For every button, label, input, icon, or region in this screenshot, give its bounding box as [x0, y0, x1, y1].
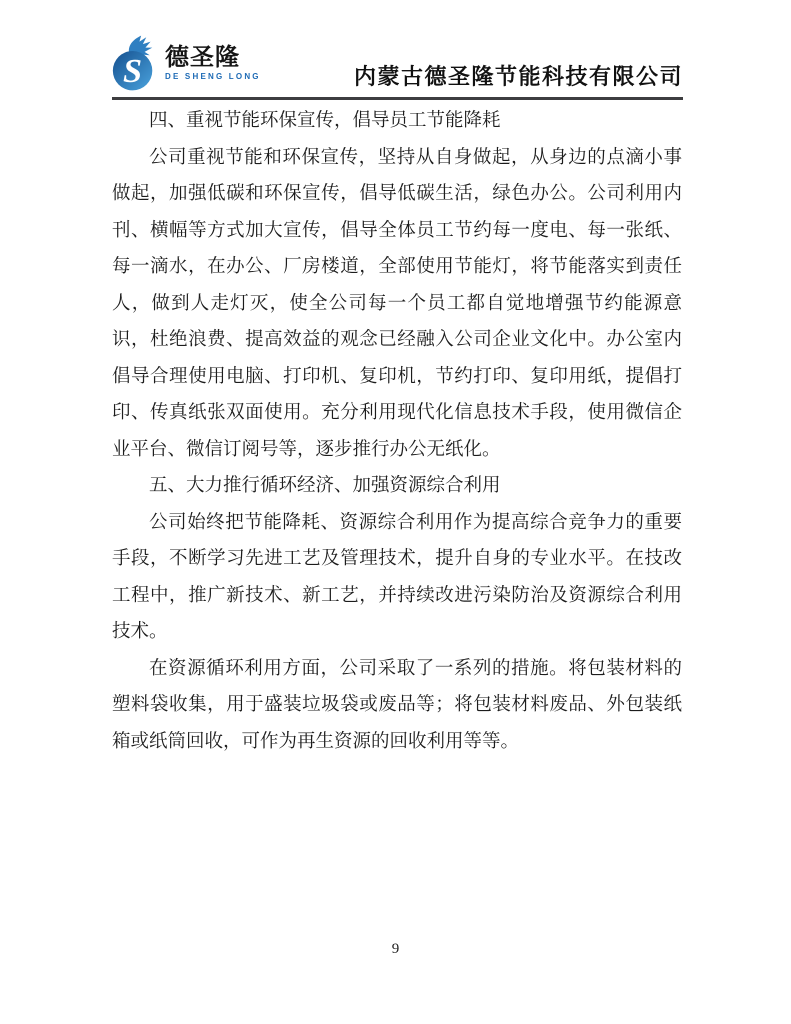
logo-name-cn: 德圣隆: [165, 43, 240, 71]
document-body: [112, 103, 682, 760]
paragraph-energy-publicity: 公司重视节能和环保宣传，坚持从自身做起，从身边的点滴小事做起，加强低碳和环保宣传，倡导低碳生活，绿色办公。公司利用内刊、横幅等方式加大宣传，倡导全体员工节约每一度电、每一张纸、每一滴水，在办公、厂房楼道，全部使用节能灯，将节能落实到责任人，做到人走灯灭，使全公司每一个员工都自觉地增强节约能源意识，杜绝浪费、提高效益的观念已经融入公司企业文化中。办公室内倡导合理使用电脑、打印机、复印机，节约打印、复印用纸，提倡打印、传真纸张双面使用。充分利用现代化信息技术手段，使用微信企业平台、微信订阅号等，逐步推行办公无纸化。: [112, 147, 682, 460]
logo-name-en: DE SHENG LONG: [165, 71, 261, 81]
page-header: [112, 34, 683, 92]
svg-text:S: S: [123, 51, 143, 90]
section-heading-4: 四、重视节能环保宣传，倡导员工节能降耗: [149, 111, 501, 131]
page-number: 9: [391, 941, 400, 957]
dragon-logo-icon: [112, 34, 160, 92]
company-name: 内蒙古德圣隆节能科技有限公司: [353, 64, 683, 89]
logo-text-block: [165, 45, 261, 82]
company-logo: [112, 34, 261, 92]
header-divider: [112, 97, 683, 100]
paragraph-resource-recycling: 在资源循环利用方面，公司采取了一系列的措施。将包装材料的塑料袋收集，用于盛装垃圾袋或废品等；将包装材料废品、外包装纸箱或纸筒回收，可作为再生资源的回收利用等等。: [112, 658, 682, 752]
section-heading-5: 五、大力推行循环经济、加强资源综合利用: [149, 476, 501, 496]
page-footer: [0, 941, 791, 958]
paragraph-circular-economy: 公司始终把节能降耗、资源综合利用作为提高综合竞争力的重要手段，不断学习先进工艺及管理技术，提升自身的专业水平。在技改工程中，推广新技术、新工艺，并持续改进污染防治及资源综合利用技术。: [112, 512, 682, 642]
